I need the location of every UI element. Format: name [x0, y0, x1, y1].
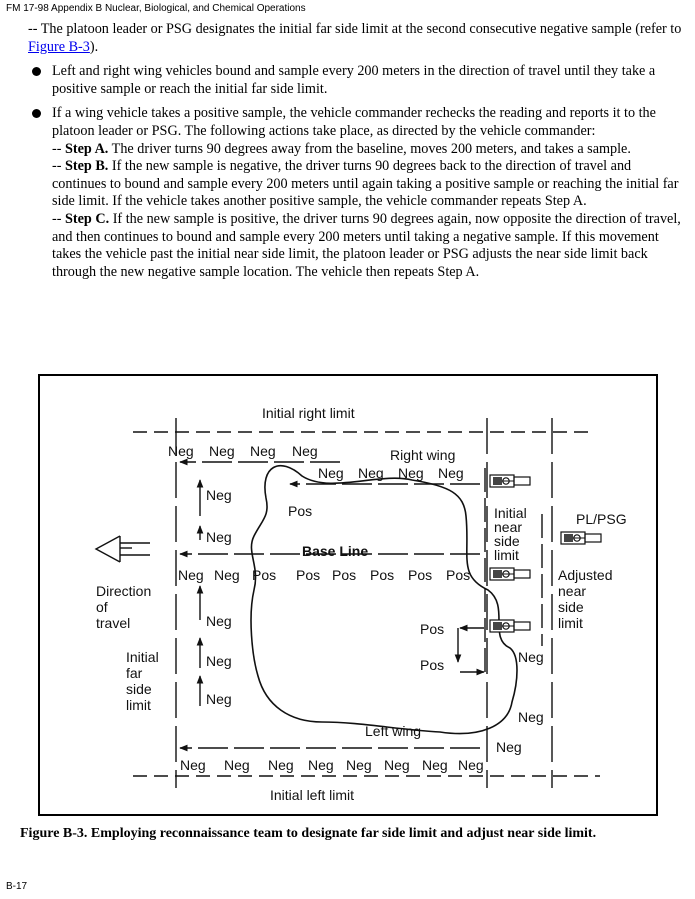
bullet-wing-vehicles: Left and right wing vehicles bound and sample every 200 meters in the direction of travel until they take a positive sample or reach the initial far side limit.: [28, 63, 683, 98]
pos-label: Pos: [288, 503, 313, 519]
pos-label: Pos: [332, 567, 357, 583]
neg-label: Neg: [318, 465, 344, 481]
initial-right-limit-label: Initial right limit: [262, 405, 355, 421]
neg-label: Neg: [384, 757, 410, 773]
neg-label: Neg: [496, 739, 522, 755]
neg-label: Neg: [518, 649, 544, 665]
figure-caption: Figure B-3. Employing reconnaissance team to designate far side limit and adjust near side limit.: [20, 826, 597, 841]
near-side-limit-label: Initial: [494, 505, 527, 521]
far-side-limit-label: Initial: [126, 649, 159, 665]
neg-label: Neg: [214, 567, 240, 583]
base-line-label: Base Line: [302, 543, 369, 559]
neg-label: Neg: [224, 757, 250, 773]
neg-label: Neg: [206, 529, 232, 545]
neg-label: Neg: [209, 443, 235, 459]
neg-label: Neg: [518, 709, 544, 725]
right-wing-label: Right wing: [390, 447, 456, 463]
neg-label: Neg: [308, 757, 334, 773]
pos-label: Pos: [296, 567, 321, 583]
neg-label: Neg: [180, 757, 206, 773]
neg-label: Neg: [206, 487, 232, 503]
step-a: -- Step A. The driver turns 90 degrees away from the baseline, moves 200 meters, and takes a sample.: [52, 140, 631, 157]
near-side-limit-label: side: [494, 533, 520, 549]
page-number: B-17: [6, 881, 28, 892]
bullet-icon: [32, 67, 41, 76]
pos-label: Pos: [420, 657, 445, 673]
neg-label: Neg: [168, 443, 194, 459]
near-side-limit-label: near: [494, 519, 523, 535]
far-side-limit-label: limit: [126, 697, 151, 713]
step-b: -- Step B. If the new sample is negative, the driver turns 90 degrees back to the direction of travel and continues to bound and sample every 200 meters until again taking a positive sample or reaching the initial far side limit. If the vehicle takes another positive sample, the vehicle commander repeats Step A.: [52, 158, 679, 210]
neg-label: Neg: [206, 613, 232, 629]
neg-label: Neg: [358, 465, 384, 481]
far-side-paragraph: -- The platoon leader or PSG designates the initial far side limit at the second consecutive negative sample (refer to Figure B-3).: [28, 21, 682, 55]
pos-label: Pos: [420, 621, 445, 637]
far-side-limit-label: side: [126, 681, 152, 697]
pos-label: Pos: [370, 567, 395, 583]
neg-label: Neg: [206, 691, 232, 707]
neg-label: Neg: [206, 653, 232, 669]
far-side-limit-label: far: [126, 665, 143, 681]
near-side-limit-label: limit: [494, 547, 519, 563]
pl-psg-label: PL/PSG: [576, 511, 627, 527]
neg-label: Neg: [292, 443, 318, 459]
direction-label: of: [96, 599, 108, 615]
adjusted-limit-label: limit: [558, 615, 583, 631]
direction-label: Direction: [96, 583, 152, 599]
neg-label: Neg: [398, 465, 424, 481]
direction-label: travel: [96, 615, 131, 631]
adjusted-limit-label: Adjusted: [558, 567, 613, 583]
neg-label: Neg: [422, 757, 448, 773]
neg-label: Neg: [438, 465, 464, 481]
bullet-positive-sample: If a wing vehicle takes a positive sample, the vehicle commander rechecks the reading and reports it to the platoon leader or PSG. The following actions take place, as directed by the vehicle commander:: [28, 105, 683, 140]
neg-label: Neg: [268, 757, 294, 773]
step-c: -- Step C. If the new sample is positive, the driver turns 90 degrees again, now opposite the direction of travel, and then continues to bound and sample every 200 meters until taking a negative sample. If this movement takes the vehicle past the initial near side limit, the platoon leader or PSG adjusts the near side limit back through the new negative sample location. The vehicle then repeats Step A.: [52, 210, 681, 280]
pos-label: Pos: [252, 567, 277, 583]
running-header: FM 17-98 Appendix B Nuclear, Biological, and Chemical Operations: [6, 3, 306, 14]
adjusted-limit-label: near: [558, 583, 587, 599]
neg-label: Neg: [346, 757, 372, 773]
body-text: [28, 21, 683, 281]
initial-left-limit-label: Initial left limit: [270, 787, 355, 803]
neg-label: Neg: [178, 567, 204, 583]
pos-label: Pos: [446, 567, 471, 583]
figure-b3-diagram: [38, 374, 658, 816]
neg-label: Neg: [458, 757, 484, 773]
adjusted-limit-label: side: [558, 599, 584, 615]
figure-b3-link[interactable]: Figure B-3: [28, 38, 90, 55]
pos-label: Pos: [408, 567, 433, 583]
bullet-icon: [32, 109, 41, 118]
left-wing-label: Left wing: [365, 723, 422, 739]
neg-label: Neg: [250, 443, 276, 459]
